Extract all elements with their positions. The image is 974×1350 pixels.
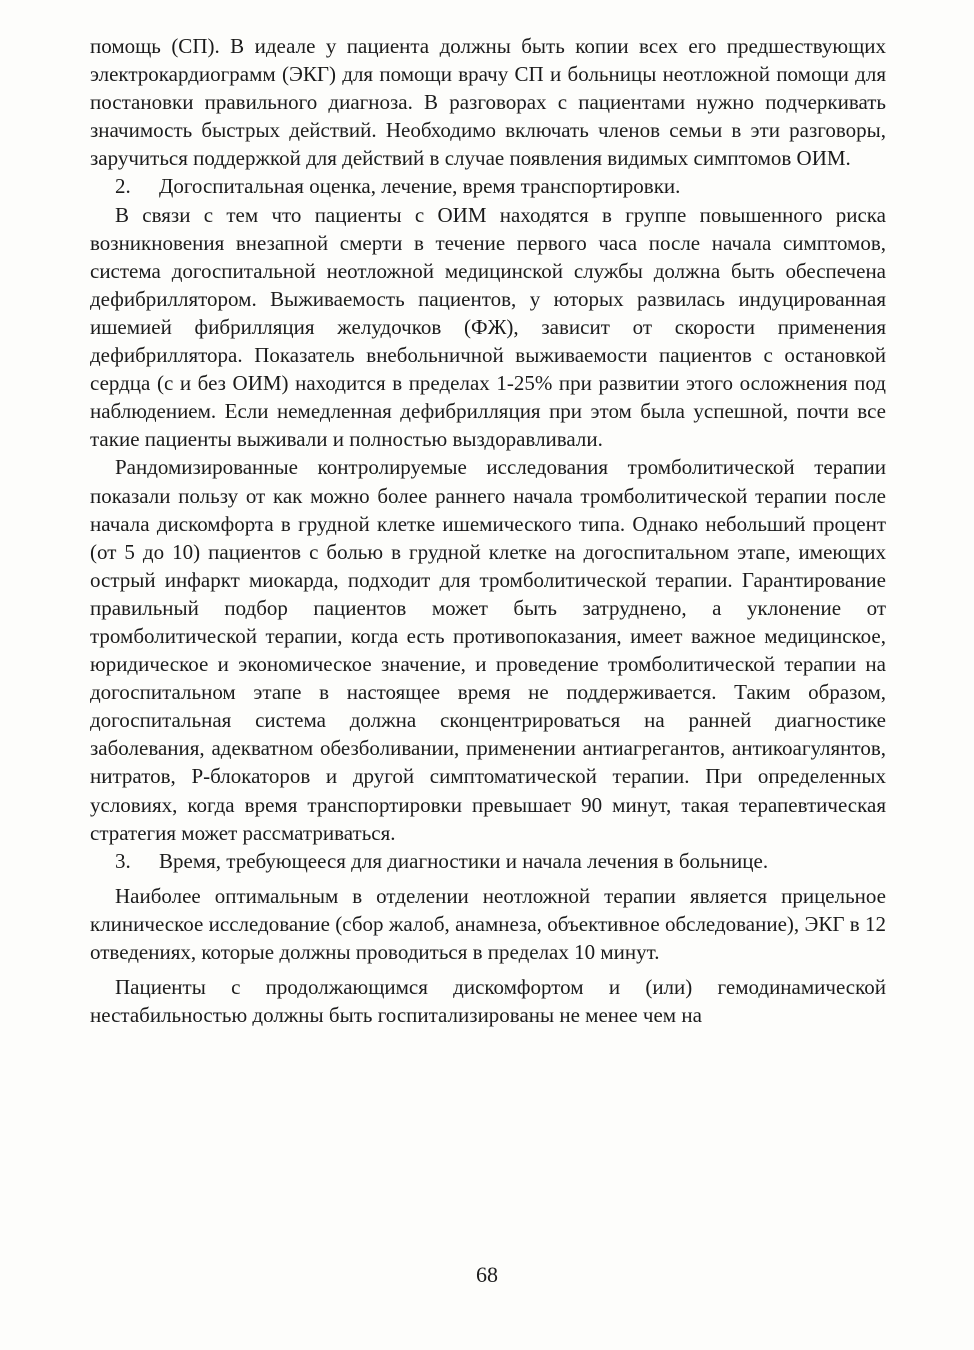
item-number: 3. (115, 848, 131, 873)
numbered-item-2 (90, 172, 886, 200)
item-number: 2. (115, 174, 131, 199)
paragraph-4: Наиболее оптимальным в отделении неотложной терапии является прицельное клиническое исследование (сбор жалоб, анамнеза, объективное обследование), ЭКГ в 12 отведениях, которые должны проводиться в пределах 10 минут. (90, 883, 886, 964)
body-text (90, 32, 886, 1029)
numbered-item-3 (90, 847, 886, 875)
item-text: Догоспитальная оценка, лечение, время транспортировки. (159, 174, 681, 199)
paragraph-1: помощь (СП). В идеале у пациента должны быть копии всех его предшествующих электрокардиограмм (ЭКГ) для помощи врачу СП и больницы неотложной помощи для постановки правильного диагноза. В разговорах с пациентами нужно подчеркивать значимость быстрых действий. Необходимо включать членов семьи в эти разговоры, заручиться поддержкой для действий в случае появления видимых симптомов ОИМ. (90, 34, 886, 171)
paragraph-2: В связи с тем что пациенты с ОИМ находятся в группе повышенного риска возникновения внезапной смерти в течение первого часа после начала симптомов, система догоспитальной неотложной медицинской службы должна быть обеспечена дефибриллятором. Выживаемость пациентов, у юторых развилась индуцированная ишемией фибрилляция желудочков (ФЖ), зависит от скорости применения дефибриллятора. Показатель внебольничной выживаемости пациентов с остановкой сердца (с и без ОИМ) находится в пределах 1-25% при развитии этого осложнения под наблюдением. Если немедленная дефибрилляция при этом была успешной, почти все такие пациенты выживали и полностью выздоравливали. (90, 202, 886, 452)
item-text: Время, требующееся для диагностики и начала лечения в больнице. (159, 848, 769, 873)
paragraph-5: Пациенты с продолжающимся дискомфортом и (или) гемодинамической нестабильностью должны быть госпитализированы не менее чем на (90, 975, 886, 1028)
paragraph-3: Рандомизированные контролируемые исследования тромболитической терапии показали пользу от как можно более раннего начала тромболитической терапии после начала дискомфорта в грудной клетке ишемического типа. Однако небольший процент (от 5 до 10) пациентов с болью в грудной клетке на догоспитальном этапе, имеющих острый инфаркт миокарда, подходит для тромболитической терапии. Гарантирование правильный подбор пациентов может быть затруднено, а уклонение от тромболитической терапии, когда есть противопоказания, имеет важное медицинское, юридическое и экономическое значение, и проведение тромболитической терапии на догоспитальном этапе в настоящее время не поддерживается. Таким образом, догоспитальная система должна сконцентрироваться на ранней диагностике заболевания, адекватном обезболивании, применении антиагрегантов, антикоагулянтов, нитратов, Р-блокаторов и другой симптоматической терапии. При определенных условиях, когда время транспортировки превышает 90 минут, такая терапевтическая стратегия может рассматриваться. (90, 455, 886, 845)
page-number: 68 (476, 1262, 498, 1287)
